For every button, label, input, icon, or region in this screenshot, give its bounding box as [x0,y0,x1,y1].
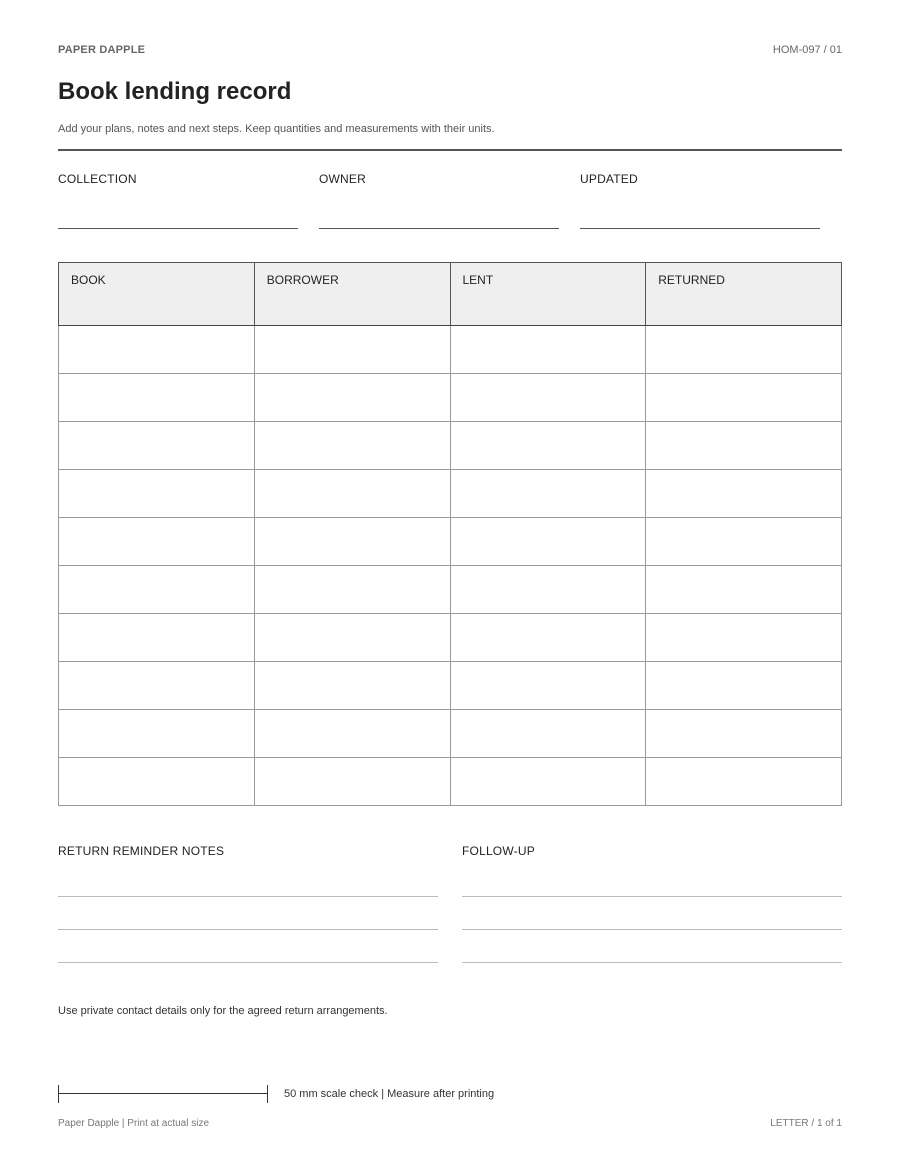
table-cell[interactable] [254,710,450,758]
table-cell[interactable] [646,566,842,614]
table-row [59,710,842,758]
header-divider [58,149,842,151]
table-cell[interactable] [254,326,450,374]
table-row [59,374,842,422]
table-header-row [59,263,842,326]
table-cell[interactable] [59,662,255,710]
page-title: Book lending record [58,78,292,105]
scale-bar [58,1085,268,1103]
table-body [59,326,842,806]
table-cell[interactable] [646,422,842,470]
updated-label: UPDATED [580,172,638,186]
table-cell[interactable] [450,470,646,518]
table-row [59,518,842,566]
footer-right: LETTER / 1 of 1 [770,1118,842,1129]
table-cell[interactable] [646,470,842,518]
privacy-note: Use private contact details only for the agreed return arrangements. [58,1005,388,1017]
table-cell[interactable] [450,374,646,422]
collection-field[interactable] [58,172,298,186]
table-cell[interactable] [646,326,842,374]
table-cell[interactable] [254,470,450,518]
note-line[interactable] [58,896,438,897]
table-cell[interactable] [450,326,646,374]
brand-name: PAPER DAPPLE [58,44,146,56]
follow-up-label: FOLLOW-UP [462,844,535,858]
table-cell[interactable] [59,470,255,518]
table-cell[interactable] [646,374,842,422]
document-id: HOM-097 / 01 [772,44,842,56]
table-row [59,662,842,710]
column-header-lent: LENT [450,263,646,326]
table-cell[interactable] [254,566,450,614]
table-cell[interactable] [59,374,255,422]
page-subtitle: Add your plans, notes and next steps. Keep quantities and measurements with their units. [58,123,495,135]
table-cell[interactable] [59,566,255,614]
table-cell[interactable] [59,326,255,374]
table-row [59,422,842,470]
owner-field[interactable] [319,172,559,186]
table-cell[interactable] [254,422,450,470]
table-cell[interactable] [450,662,646,710]
scale-line [58,1093,268,1094]
follow-up-notes [462,844,842,858]
table-cell[interactable] [254,374,450,422]
table-row [59,758,842,806]
table-row [59,614,842,662]
lending-table [58,262,842,806]
table-cell[interactable] [450,758,646,806]
collection-write-line[interactable] [58,228,298,229]
table-row [59,566,842,614]
note-line[interactable] [58,929,438,930]
table-cell[interactable] [59,518,255,566]
table-row [59,470,842,518]
table-cell[interactable] [254,518,450,566]
table-cell[interactable] [646,758,842,806]
note-line[interactable] [58,962,438,963]
table-cell[interactable] [59,758,255,806]
column-header-book: BOOK [59,263,255,326]
owner-label: OWNER [319,172,366,186]
table-cell[interactable] [254,662,450,710]
table-cell[interactable] [254,758,450,806]
table-cell[interactable] [59,422,255,470]
note-line[interactable] [462,962,842,963]
updated-write-line[interactable] [580,228,820,229]
table-cell[interactable] [450,614,646,662]
table-cell[interactable] [450,422,646,470]
table-cell[interactable] [646,614,842,662]
owner-write-line[interactable] [319,228,559,229]
scale-tick-left [58,1085,59,1103]
table-cell[interactable] [450,566,646,614]
table-cell[interactable] [59,710,255,758]
note-line[interactable] [462,929,842,930]
table-cell[interactable] [646,518,842,566]
updated-field[interactable] [580,172,820,186]
return-reminder-notes [58,844,438,858]
scale-check-text: 50 mm scale check | Measure after printing [284,1088,495,1100]
table-cell[interactable] [59,614,255,662]
return-reminder-notes-label: RETURN REMINDER NOTES [58,844,225,858]
table-cell[interactable] [646,710,842,758]
table-cell[interactable] [450,710,646,758]
table-cell[interactable] [450,518,646,566]
collection-label: COLLECTION [58,172,137,186]
table-cell[interactable] [254,614,450,662]
scale-tick-right [267,1085,268,1103]
table-cell[interactable] [646,662,842,710]
table-row [59,326,842,374]
column-header-returned: RETURNED [646,263,842,326]
footer-left: Paper Dapple | Print at actual size [58,1118,210,1129]
note-line[interactable] [462,896,842,897]
column-header-borrower: BORROWER [254,263,450,326]
